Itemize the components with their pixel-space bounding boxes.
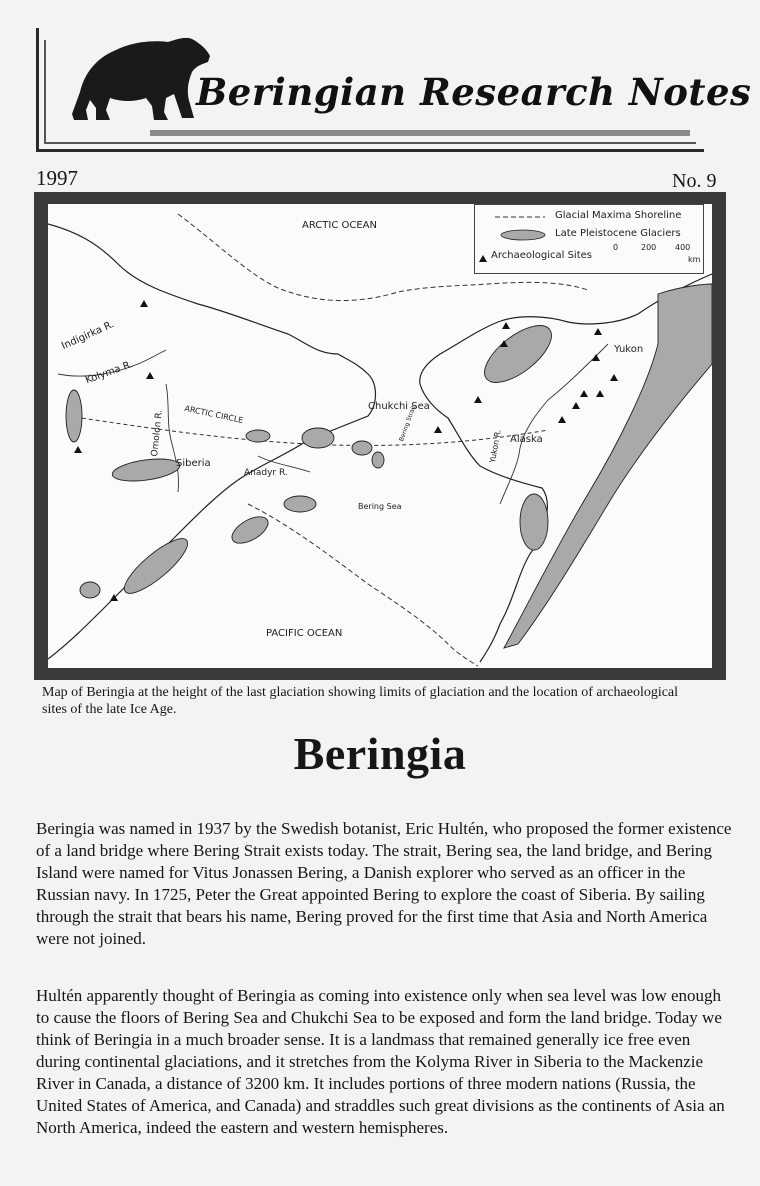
label-omolon-river: Omolon R. bbox=[150, 409, 165, 458]
label-kolyma-river: Kolyma R. bbox=[84, 359, 135, 387]
label-alaska: Alaska bbox=[510, 434, 543, 445]
map-legend bbox=[474, 204, 704, 274]
label-chukchi-sea: Chukchi Sea bbox=[368, 401, 430, 412]
label-arctic-circle: ARCTIC CIRCLE bbox=[183, 403, 245, 426]
legend-glaciers-label: Late Pleistocene Glaciers bbox=[555, 228, 681, 239]
label-arctic-ocean: ARCTIC OCEAN bbox=[302, 220, 377, 231]
legend-sites-label: Archaeological Sites bbox=[491, 250, 592, 261]
issue-number: No. 9 bbox=[672, 170, 717, 192]
masthead-frame-line bbox=[36, 28, 39, 152]
scale-tick-200: 200 bbox=[641, 243, 657, 252]
label-pacific-ocean: PACIFIC OCEAN bbox=[266, 628, 343, 639]
label-bering-strait: Bering Strait bbox=[398, 404, 418, 443]
map-caption: Map of Beringia at the height of the last glaciation showing limits of glaciation and the location of archaeological sites of the late Ice Age. bbox=[42, 685, 679, 717]
scale-tick-0: 0 bbox=[613, 243, 619, 252]
label-indigirka-river: Indigirka R. bbox=[60, 319, 116, 353]
scale-tick-400: 400 bbox=[675, 243, 691, 252]
masthead-title: Beringian Research Notes bbox=[196, 70, 752, 114]
legend-shoreline-label: Glacial Maxima Shoreline bbox=[555, 210, 682, 221]
scale-unit: km bbox=[688, 255, 701, 264]
label-yukon: Yukon bbox=[614, 344, 644, 355]
bear-silhouette-icon bbox=[66, 28, 214, 124]
article-title: Beringia bbox=[293, 728, 467, 779]
masthead-frame-line bbox=[44, 40, 46, 144]
beringia-map bbox=[34, 192, 726, 680]
label-yukon-river: Yukon R. bbox=[488, 428, 503, 464]
article-paragraph: Beringia was named in 1937 by the Swedish botanist, Eric Hultén, who proposed the former existence of a land bridge where Bering Strait exists today. The strait, Bering sea, the land bridge, and Bering Island were named for Vitus Jonassen Bering, a Danish explorer who served as an officer in the Russian navy. In 1725, Peter the Great appointed Bering to explore the coast of Siberia. By sailing through the strait that bears his name, Bering proved for the first time that Asia and North America were not joined. bbox=[36, 819, 732, 948]
map-canvas bbox=[48, 204, 712, 668]
masthead-frame-line bbox=[150, 130, 690, 136]
glacial-shoreline-line bbox=[248, 504, 478, 666]
issue-year: 1997 bbox=[36, 166, 78, 190]
omolon-river bbox=[166, 384, 179, 492]
article-paragraph: Hultén apparently thought of Beringia as coming into existence only when sea level was low enough to cause the floors of Bering Sea and Chukchi Sea to be exposed and form the land bridge. Today we think of Beringia in a much broader sense. It is a landmass that remained generally ice free even during continental glaciations, and it stretches from the Kolyma River in Siberia to the Mackenzie River in Canada, a distance of 3200 km. It includes portions of three modern nations (Russia, the United States of America, and Canada) and straddles such great divisions as the continents of Asia an North America, indeed the eastern and western hemispheres. bbox=[36, 986, 725, 1137]
label-siberia: Siberia bbox=[176, 458, 211, 469]
label-anadyr-river: Anadyr R. bbox=[244, 468, 288, 478]
masthead-header bbox=[0, 0, 760, 165]
glacier-group bbox=[66, 284, 712, 648]
masthead-frame-line bbox=[44, 142, 696, 144]
masthead-frame-line bbox=[36, 149, 704, 152]
label-bering-sea: Bering Sea bbox=[358, 502, 402, 511]
